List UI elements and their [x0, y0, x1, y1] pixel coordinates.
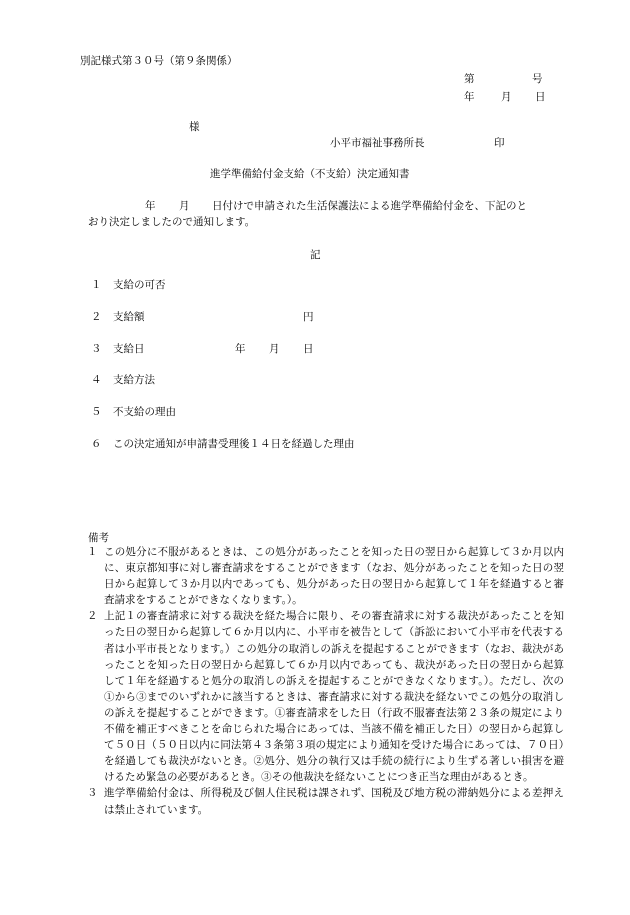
pay-date-day: 日 — [303, 343, 314, 355]
remark-text: 上記１の審査請求に対する裁決を経た場合に限り、その審査請求に対する裁決があったことを知った日の翌日から起算して６か月以内に、小平市を被告として（訴訟において小平市を代表する者は小平市長となります。）この処分の取消しの訴えを提起することができます（なお、裁決があったことを知った日の翌日から起算して６か月以内であっても、裁決があった日の翌日から起算して１年を経過すると処分の取消しの訴えを提起することができなくなります。）。ただし、次の①から③までのいずれかに該当するときは、審査請求に対する裁決を経ないでこの処分の取消しの訴えを提起することができます。①審査請求をした日（行政不服審査法第２３条の規定により不備を補正すべきことを命じられた場合にあっては、当該不備を補正した日）の翌日から起算して５０日（５０日以内に同法第４３条第３項の規定により通知を受けた場合にあっては、７０日）を経過しても裁決がないとき。②処分、処分の執行又は手続の続行により生ずる著しい損害を避けるため緊急の必要があるとき。③その他裁決を経ないことにつき正当な理由があるとき。 — [104, 610, 564, 784]
body-text-line2: おり決定しましたので通知します。 — [88, 216, 256, 228]
item-number: ５ — [91, 406, 102, 418]
remark-number: ３ — [87, 787, 98, 800]
remark-number: ２ — [87, 610, 98, 623]
item-label: 支給日 — [113, 343, 145, 355]
addressee-honorific: 様 — [189, 121, 200, 133]
remark-item — [87, 785, 564, 817]
item-label: 不支給の理由 — [113, 406, 176, 418]
item-number: ４ — [91, 374, 102, 386]
date-month-label: 月 — [501, 91, 512, 103]
ki-heading: 記 — [310, 249, 321, 261]
remark-text: この処分に不服があるときは、この処分があったことを知った日の翌日から起算して３か月以内に、東京都知事に対し審査請求をすることができます（なお、処分があったことを知った日の翌日から起算して３か月以内であっても、処分があった日の翌日から起算して１年を経過すると審査請求をすることができなくなります。）。 — [104, 546, 564, 607]
pay-date-year: 年 — [235, 343, 246, 355]
body-text-line1: 日付けで申請された生活保護法による進学準備給付金を、下記のと — [212, 200, 527, 212]
remark-item — [87, 544, 564, 608]
amount-unit: 円 — [303, 311, 314, 323]
remark-item — [87, 608, 564, 785]
item-number: ３ — [91, 343, 102, 355]
body-year-label: 年 — [145, 200, 156, 212]
remark-number: １ — [87, 546, 98, 558]
item-label: 支給の可否 — [113, 279, 166, 291]
remarks-heading: 備考 — [88, 532, 109, 544]
form-number: 別記様式第３０号（第９条関係） — [80, 55, 238, 67]
page-title: 進学準備給付金支給（不支給）決定通知書 — [210, 168, 410, 180]
sender-name: 小平市福祉事務所長 — [330, 137, 425, 149]
doc-no-prefix: 第 — [464, 73, 475, 85]
date-day-label: 日 — [535, 91, 546, 103]
item-number: １ — [91, 279, 102, 291]
item-number: ６ — [91, 438, 102, 450]
remark-text: 進学準備給付金は、所得税及び個人住民税は課されず、国税及び地方税の滞納処分による差押えは禁止されています。 — [104, 787, 564, 816]
item-number: ２ — [91, 311, 102, 323]
pay-date-month: 月 — [269, 343, 280, 355]
item-label: この決定通知が申請書受理後１４日を経過した理由 — [113, 438, 355, 450]
remarks-list — [87, 544, 564, 818]
seal-mark: 印 — [494, 137, 505, 149]
item-label: 支給額 — [113, 311, 145, 323]
doc-no-suffix: 号 — [532, 73, 543, 85]
date-year-label: 年 — [464, 91, 475, 103]
item-label: 支給方法 — [113, 374, 155, 386]
body-month-label: 月 — [179, 200, 190, 212]
